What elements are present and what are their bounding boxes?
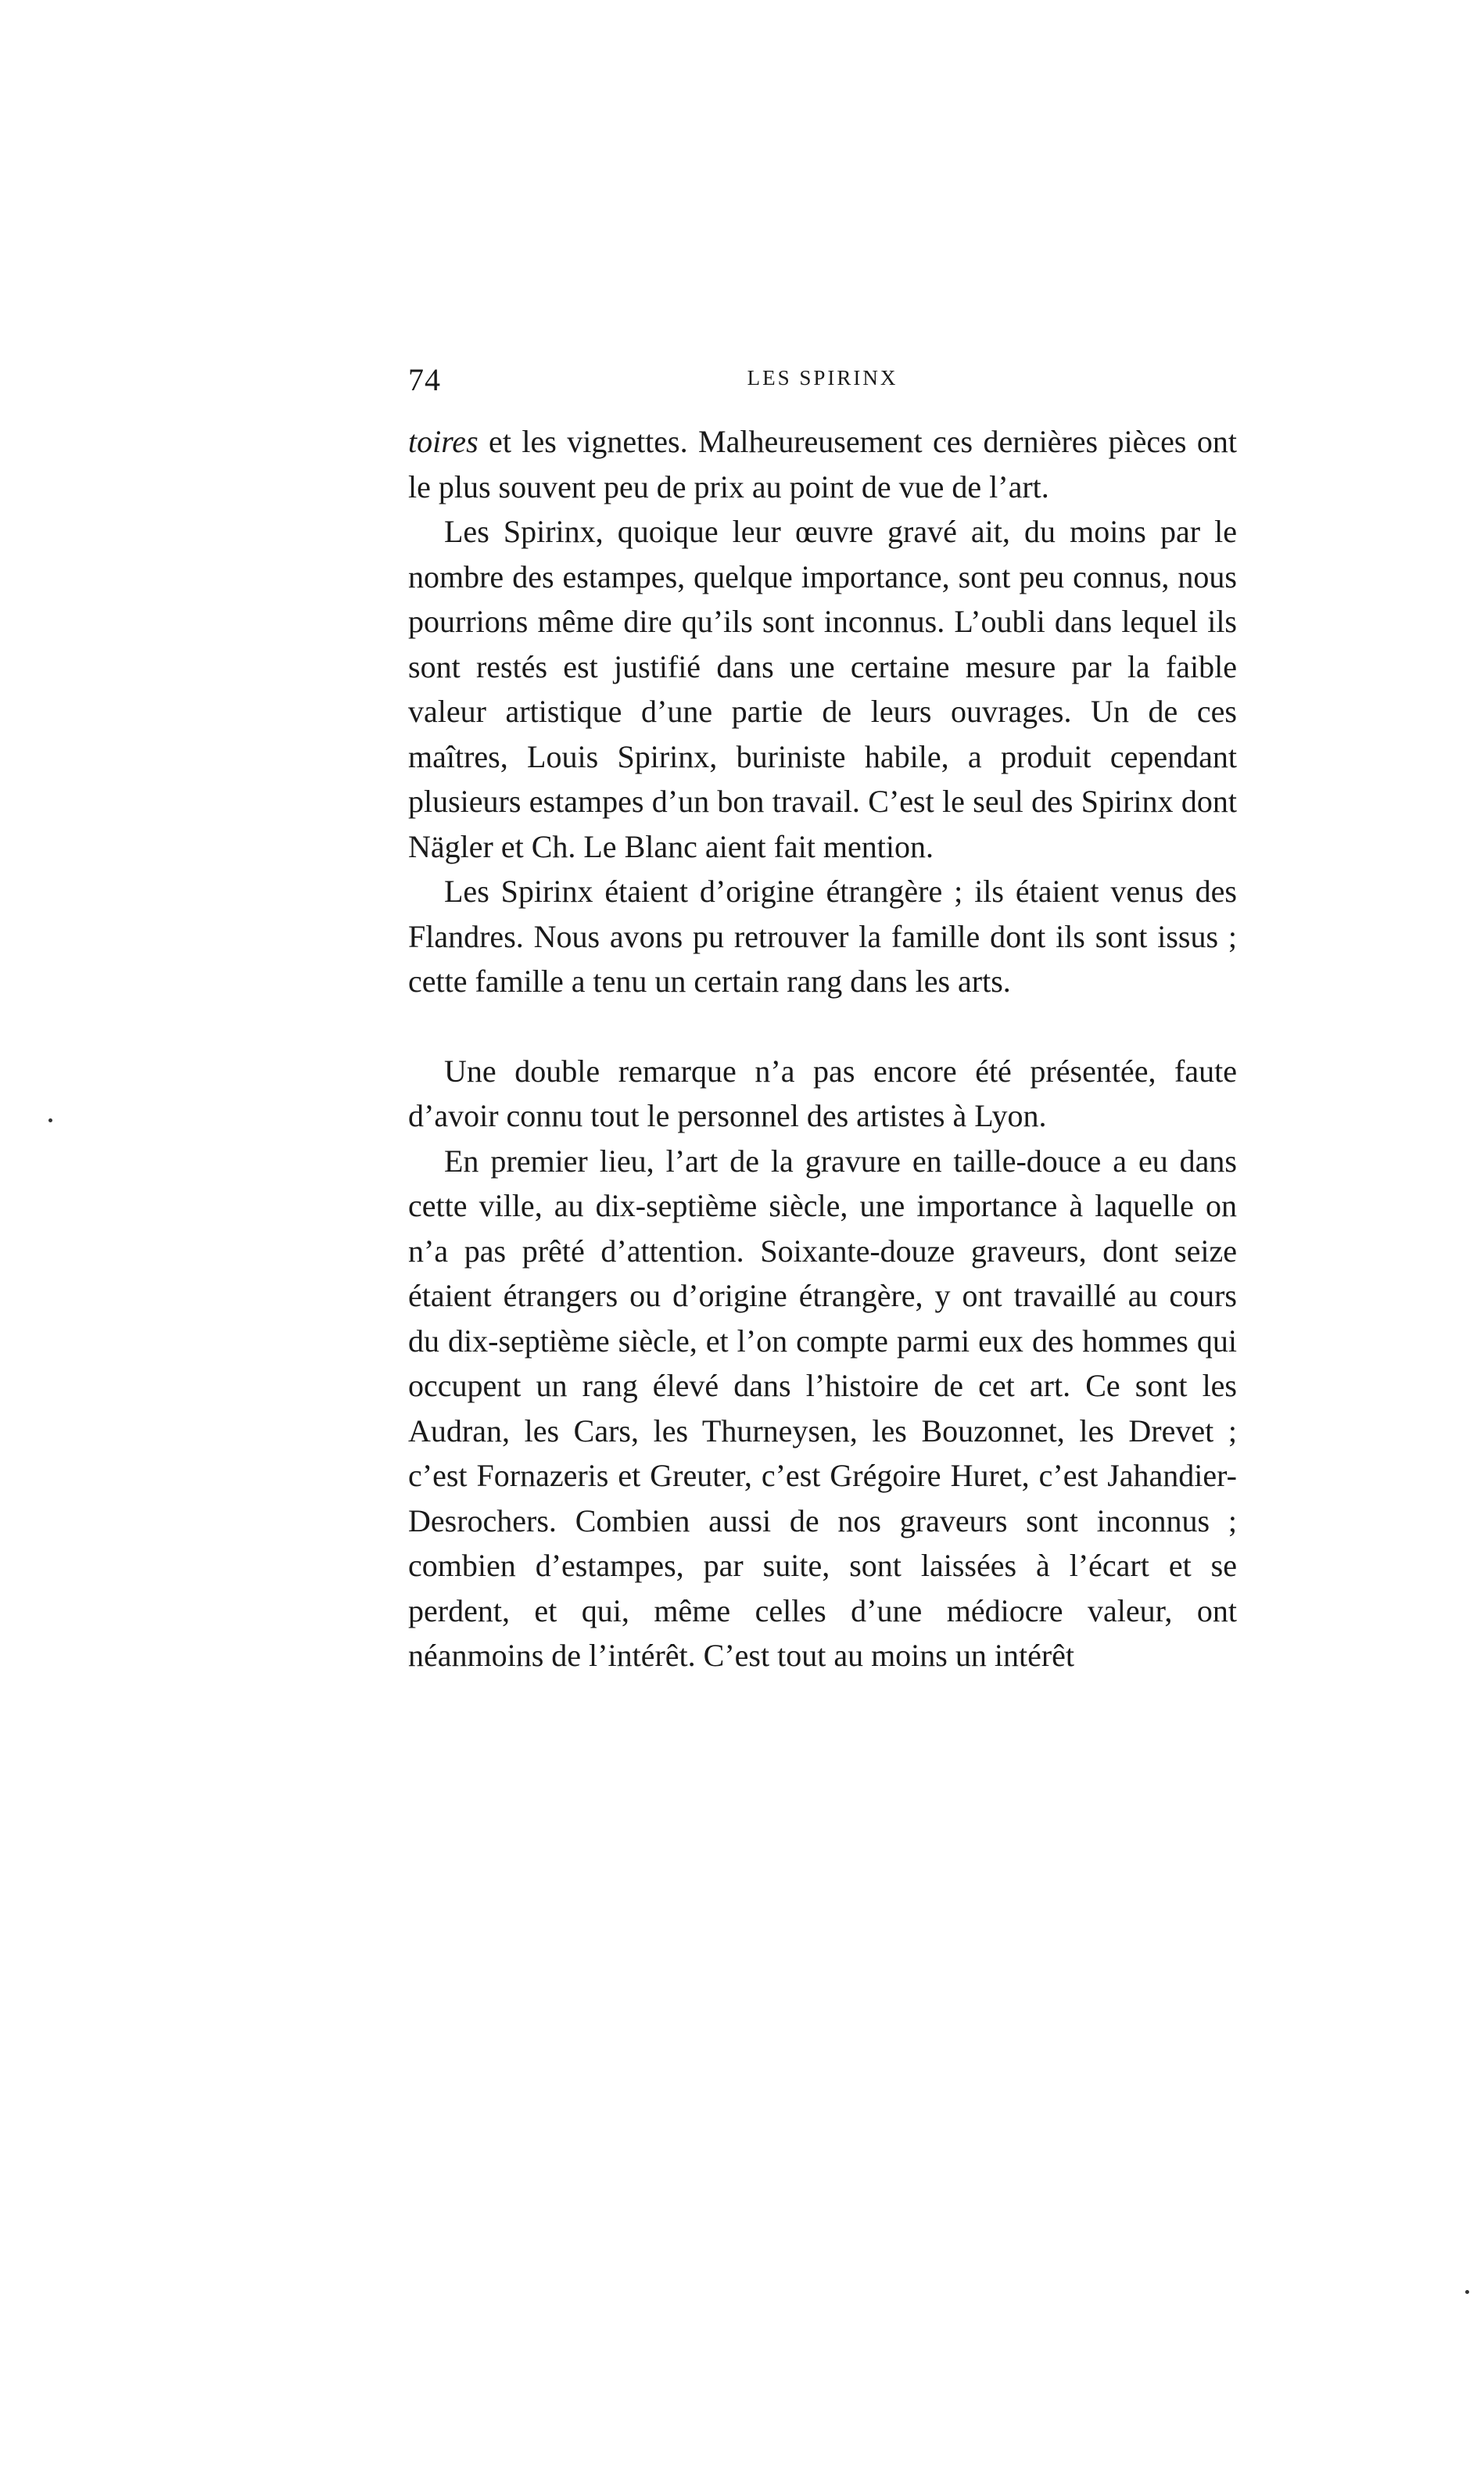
paragraph-1-text: et les vignettes. Malheureusement ces dernières pièces ont le plus souvent peu de prix au point de vue de l’art.	[408, 424, 1237, 504]
paragraph-3: Les Spirinx étaient d’origine étrangère ; ils étaient venus des Flandres. Nous avons pu retrouver la famille dont ils sont issus ; cette famille a tenu un certain rang dans les arts.	[408, 874, 1237, 999]
paragraph-1	[408, 419, 1237, 509]
page-number: 74	[408, 362, 441, 397]
paragraph-2: Les Spirinx, quoique leur œuvre gravé ait, du moins par le nombre des estampes, quelque importance, sont peu connus, nous pourrions même dire qu’ils sont inconnus. L’oubli dans lequel ils sont restés est justifié dans une certaine mesure par la faible valeur artistique d’une partie de leurs ouvrages. Un de ces maîtres, Louis Spirinx, buriniste habile, a produit cependant plusieurs estampes d’un bon travail. C’est le seul des Spirinx dont Nägler et Ch. Le Blanc aient fait mention.	[408, 514, 1237, 864]
paper-speck	[1465, 2290, 1469, 2294]
paragraph-4: Une double remarque n’a pas encore été présentée, faute d’avoir connu tout le personnel des artistes à Lyon.	[408, 1053, 1237, 1133]
paper-speck	[48, 1118, 52, 1122]
italic-word: toires	[408, 424, 479, 459]
running-title: LES SPIRINX	[747, 366, 898, 389]
paragraph-5: En premier lieu, l’art de la gravure en taille-douce a eu dans cette ville, au dix-septième siècle, une importance à laquelle on n’a pas prêté d’attention. Soixante-douze graveurs, dont seize étaient étrangers ou d’origine étrangère, y ont travaillé au cours du dix-septième siècle, et l’on compte parmi eux des hommes qui occupent un rang élevé dans l’histoire de cet art. Ce sont les Audran, les Cars, les Thurneysen, les Bouzonnet, les Drevet ; c’est Fornazeris et Greuter, c’est Grégoire Huret, c’est Jahandier-Desrochers. Combien aussi de nos graveurs sont inconnus ; combien d’estampes, par suite, sont laissées à l’écart et se perdent, et qui, même celles d’une médiocre valeur, ont néanmoins de l’intérêt. C’est tout au moins un intérêt	[408, 1143, 1237, 1673]
page-header	[408, 361, 1237, 408]
body-text	[408, 419, 1237, 1678]
